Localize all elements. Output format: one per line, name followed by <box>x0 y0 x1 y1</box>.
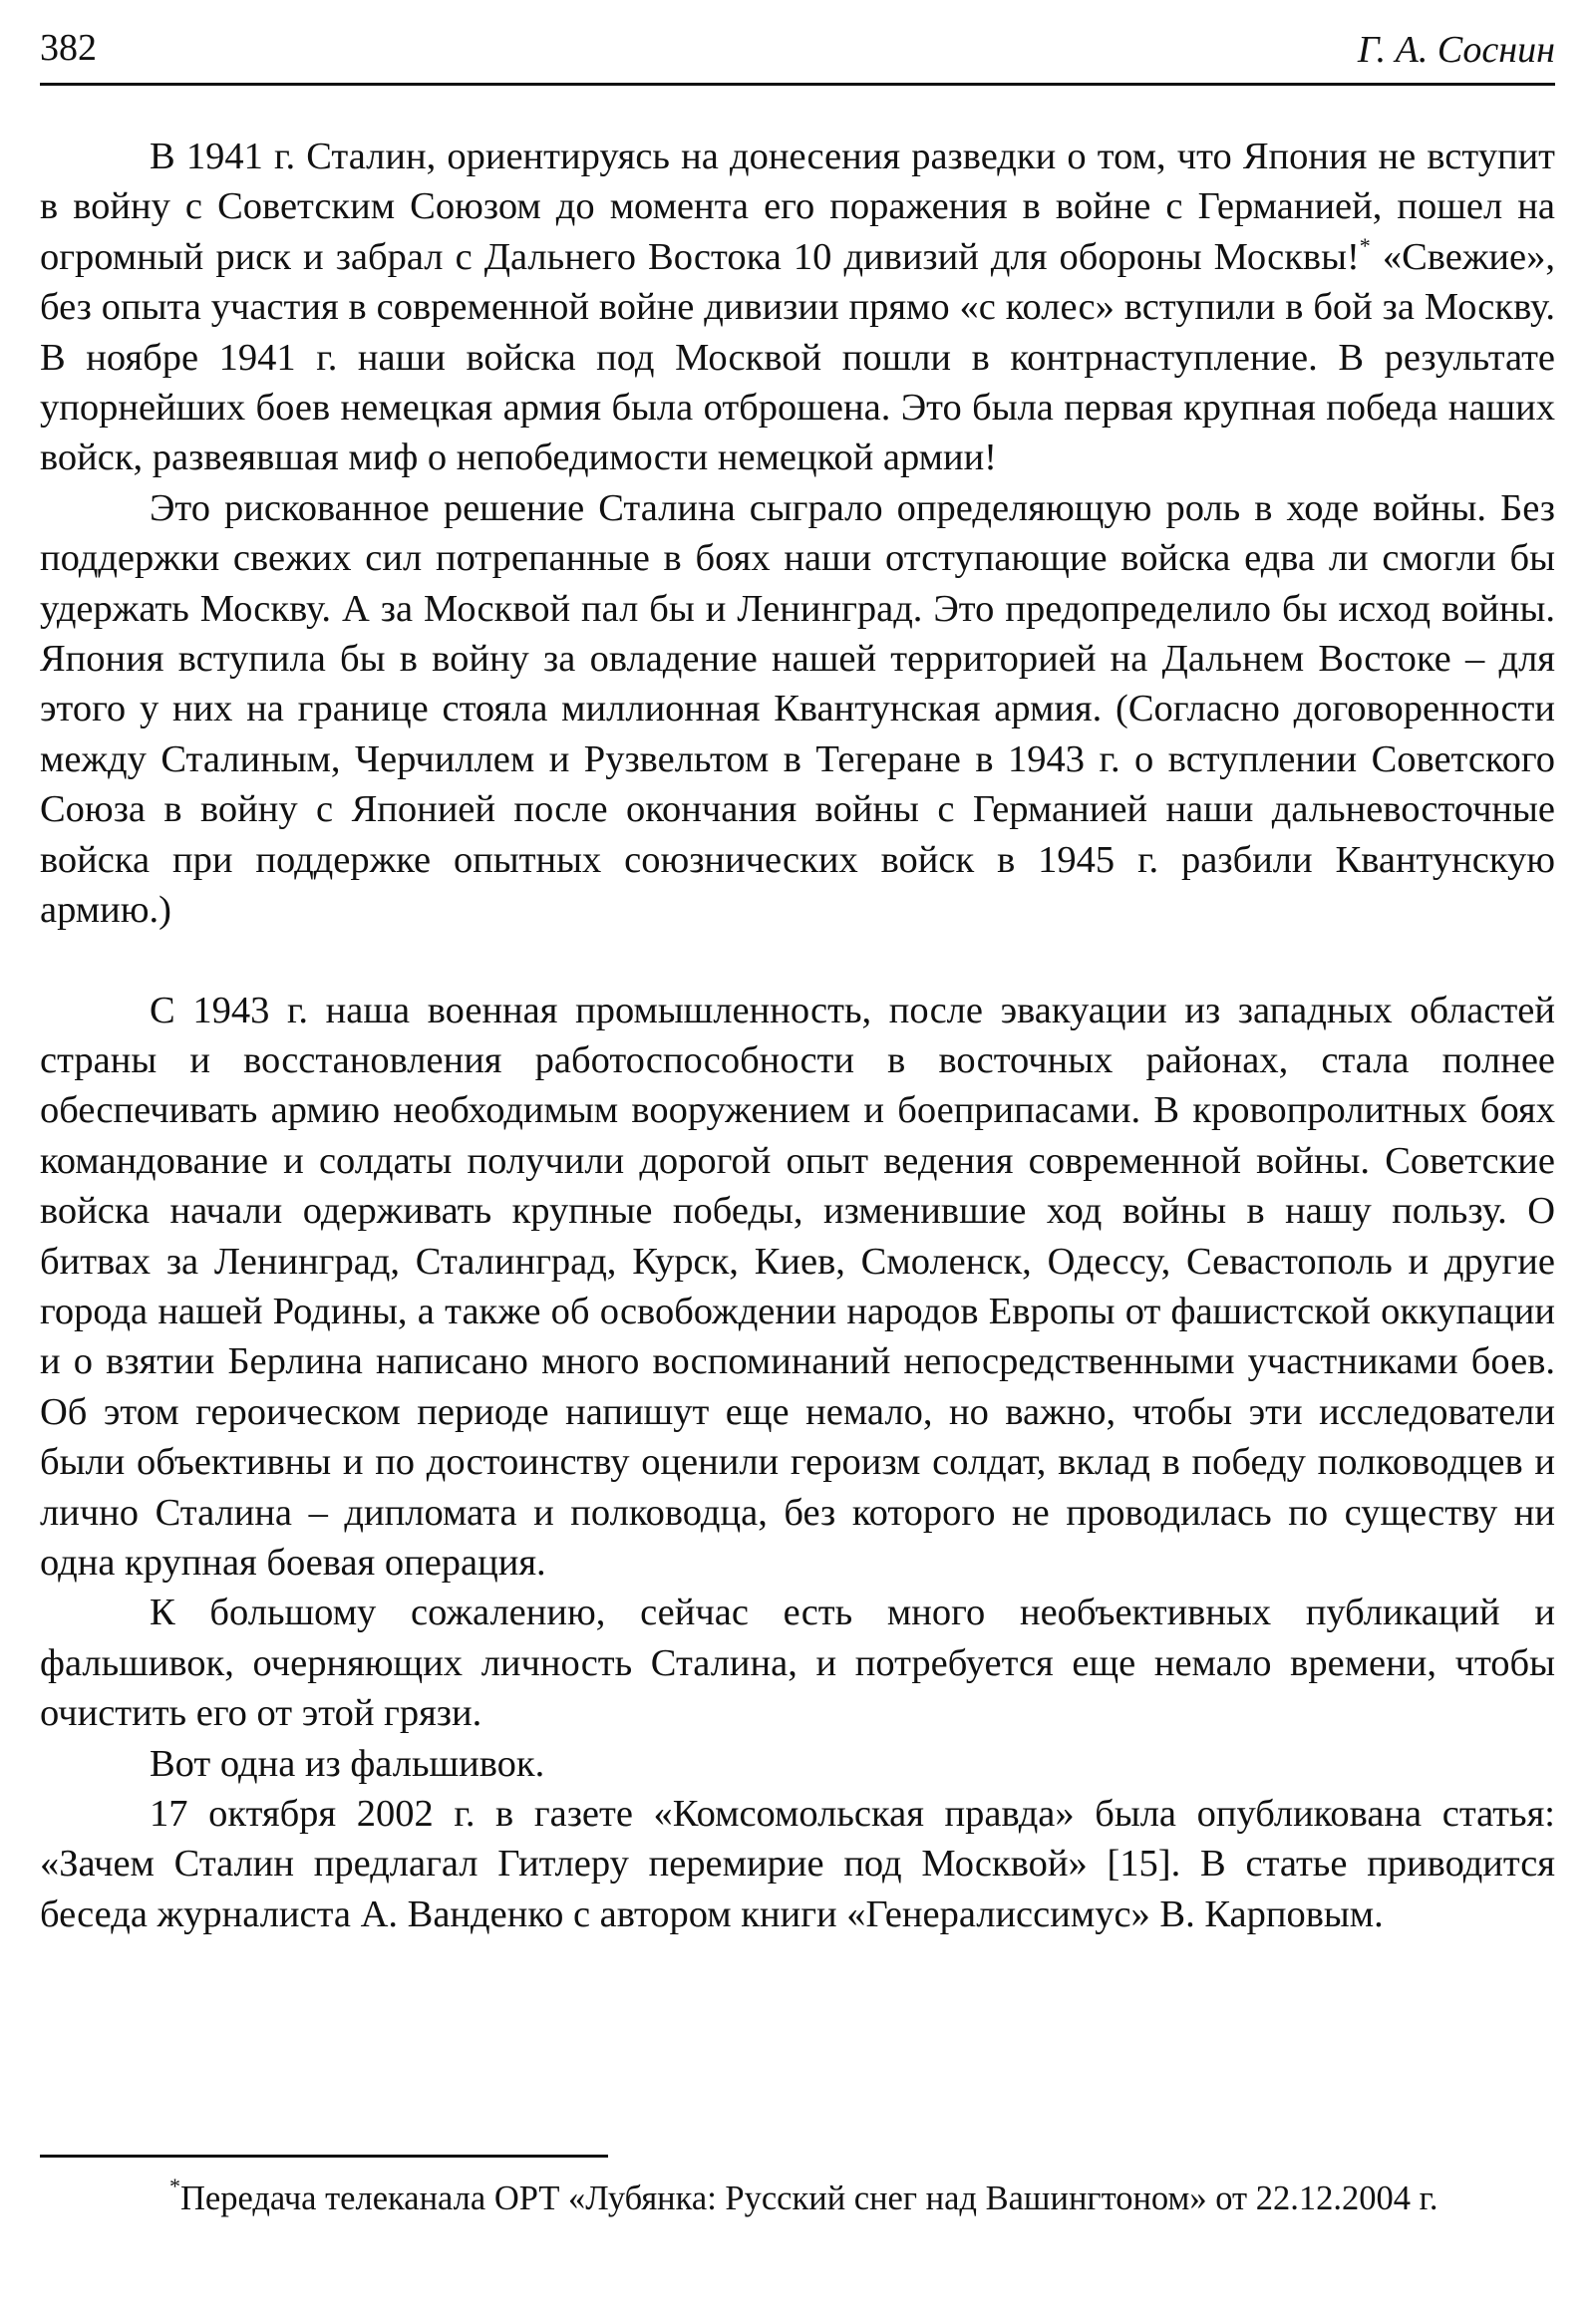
running-head: Г. А. Соснин <box>1357 29 1555 71</box>
body-text <box>40 132 1555 1939</box>
footnote-reference: * <box>1359 232 1371 258</box>
footnote-rule <box>40 2155 608 2158</box>
footnote-marker: * <box>169 2174 180 2198</box>
header-rule <box>40 83 1555 86</box>
paragraph-one-falsification: Вот одна из фальшивок. <box>150 1742 545 1785</box>
paragraph-1941-moscow-defense <box>40 132 1555 483</box>
page-header <box>40 22 1555 72</box>
paragraph-komsomolskaya-pravda: 17 октября 2002 г. в газете «Комсомольская правда» была опубликована статья: «Зачем Сталин предлагал Гитлеру перемирие под Москвой» [15]. В статье приводится беседа журналиста А. Ванденко с автором книги «Генералиссимус» В. Карповым. <box>40 1793 1555 1935</box>
paragraph-falsifications: К большому сожалению, сейчас есть много необъективных публикаций и фальшивок, очерняющих личность Сталина, и потребуется еще немало времени, чтобы очистить его от этой грязи. <box>40 1592 1555 1735</box>
paragraph-1943-industry: С 1943 г. наша военная промышленность, после эвакуации из западных областей страны и восстановления работоспособности в восточных районах, стала полнее обеспечивать армию необходимым вооружением и боеприпасами. В кровопролитных боях командование и солдаты получили дорогой опыт ведения современной войны. Советские войска начали одерживать крупные победы, изменившие ход войны в нашу пользу. О битвах за Ленинград, Сталинград, Курск, Киев, Смоленск, Одессу, Севастополь и другие города нашей Родины, а также об освобождении народов Европы от фашистской оккупации и о взятии Берлина написано много воспоминаний непосредственными участниками боев. Об этом героическом периоде напишут еще немало, но важно, чтобы эти исследователи были объективны и по достоинству оценили героизм солдат, вклад в победу полководцев и лично Сталина – дипломата и полководца, без которого не проводилась по существу ни одна крупная боевая операция. <box>40 989 1555 1584</box>
paragraph-text: «Свежие», без опыта участия в современной войне дивизии прямо «с колес» вступили в бой за Москву. В ноябре 1941 г. наши войска под Москвой пошли в контрнаступление. В результате упорнейших боев немецкая армия была отброшена. Это была первая крупная победа наших войск, развеявшая миф о непобедимости немецкой армии! <box>40 235 1555 479</box>
footnote <box>40 2175 1555 2222</box>
paragraph-text: В 1941 г. Сталин, ориентируясь на донесения разведки о том, что Япония не вступит в войну с Советским Союзом до момента его поражения в войне с Германией, пошел на огромный риск и забрал с Дальнего Востока 10 дивизий для обороны Москвы! <box>40 136 1555 278</box>
page-number: 382 <box>40 27 97 69</box>
paragraph-risky-decision: Это рискованное решение Сталина сыграло определяющую роль в ходе войны. Без поддержки свежих сил потрепанные в боях наши отступающие войска едва ли смогли бы удержать Москву. А за Москвой пал бы и Ленинград. Это предопределило бы исход войны. Япония вступила бы в войну за овладение нашей территорией на Дальнем Востоке – для этого у них на границе стояла миллионная Квантунская армия. (Согласно договоренности между Сталиным, Черчиллем и Рузвельтом в Тегеране в 1943 г. о вступлении Советского Союза в войну с Японией после окончания войны с Германией наши дальневосточные войска при поддержке опытных союзнических войск в 1945 г. разбили Квантунскую армию.) <box>40 486 1555 932</box>
footnote-text: Передача телеканала ОРТ «Лубянка: Русский снег над Вашингтоном» от 22.12.2004 г. <box>180 2179 1438 2217</box>
